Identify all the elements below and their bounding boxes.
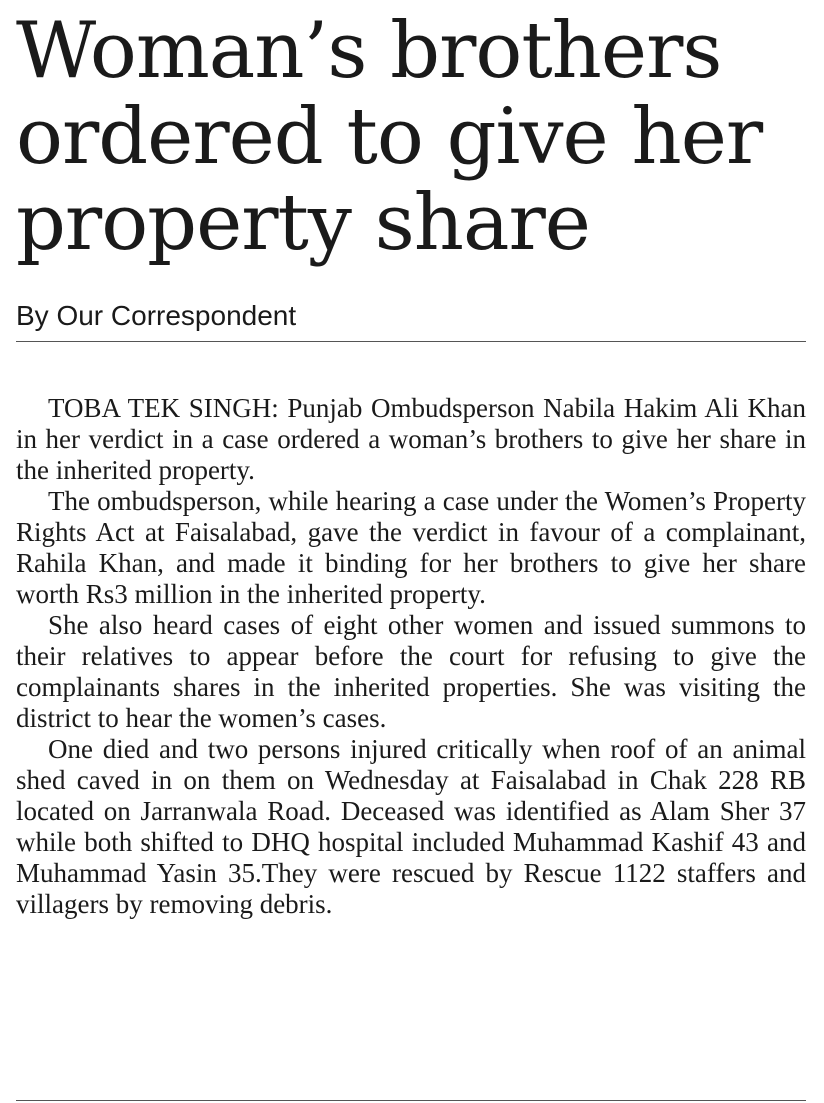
headline-line: property share (16, 178, 590, 268)
article-body (16, 393, 806, 920)
paragraph: TOBA TEK SINGH: Punjab Ombudsperson Nabila Hakim Ali Khan in her verdict in a case ordered a woman’s brothers to give her share in the inherited property. (16, 393, 806, 485)
top-divider (16, 341, 806, 342)
headline-line: ordered to give her (16, 92, 763, 182)
headline-line: Woman’s brothers (16, 6, 722, 96)
byline: By Our Correspondent (16, 300, 297, 331)
headline (16, 0, 806, 266)
paragraph: She also heard cases of eight other women and issued summons to their relatives to appear before the court for refusing to give the complainants shares in the inherited properties. She was visiting the district to hear the women’s cases. (16, 610, 806, 733)
news-article (16, 0, 806, 1103)
paragraph: One died and two persons injured critically when roof of an animal shed caved in on them on Wednesday at Faisalabad in Chak 228 RB located on Jarranwala Road. Deceased was identified as Alam Sher 37 while both shifted to DHQ hospital included Muhammad Kashif 43 and Muhammad Yasin 35.They were rescued by Rescue 1122 staffers and villagers by removing debris. (16, 734, 806, 919)
paragraph: The ombudsperson, while hearing a case under the Women’s Property Rights Act at Faisalabad, gave the verdict in favour of a complainant, Rahila Khan, and made it binding for her brothers to give her share worth Rs3 million in the inherited property. (16, 486, 806, 609)
bottom-divider (16, 1100, 806, 1101)
